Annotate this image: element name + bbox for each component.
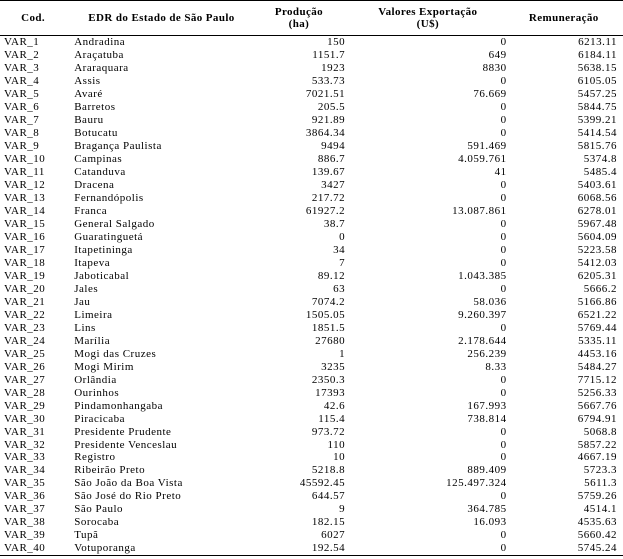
cell-remuneracao: 5484.27	[577, 360, 617, 373]
cell-remuneracao: 5414.54	[577, 127, 617, 140]
table-row	[0, 62, 623, 75]
cell-cod: VAR_34	[4, 464, 46, 477]
cell-edr: Itapetininga	[74, 243, 133, 256]
cell-producao: 7021.51	[305, 88, 346, 101]
cell-valores: 13.087.861	[452, 205, 507, 218]
cell-remuneracao: 5611.3	[584, 477, 617, 490]
cell-producao: 2350.3	[311, 373, 346, 386]
cell-valores: 0	[500, 321, 507, 334]
cell-cod: VAR_8	[4, 127, 40, 140]
cell-producao: 1505.05	[305, 308, 346, 321]
cell-cod: VAR_23	[4, 321, 46, 334]
cell-valores: 0	[500, 114, 507, 127]
cell-remuneracao: 5399.21	[577, 114, 617, 127]
cell-valores: 364.785	[467, 503, 507, 516]
cell-valores: 8.33	[485, 360, 507, 373]
cell-producao: 533.73	[311, 75, 346, 88]
table-row	[0, 412, 623, 425]
cell-remuneracao: 5759.26	[577, 490, 617, 503]
table-row	[0, 256, 623, 269]
cell-producao: 1	[339, 347, 346, 360]
cell-remuneracao: 5844.75	[577, 101, 617, 114]
cell-edr: Presidente Venceslau	[74, 438, 178, 451]
cell-valores: 0	[500, 127, 507, 140]
cell-edr: Franca	[74, 205, 108, 218]
table-row	[0, 334, 623, 347]
cell-producao: 61927.2	[305, 205, 346, 218]
cell-valores: 738.814	[467, 412, 507, 425]
table-row	[0, 127, 623, 140]
cell-cod: VAR_32	[4, 438, 46, 451]
cell-remuneracao: 6184.11	[578, 49, 617, 62]
cell-valores: 0	[500, 490, 507, 503]
cell-cod: VAR_16	[4, 231, 46, 244]
cell-remuneracao: 5967.48	[577, 218, 617, 231]
cell-edr: Araraquara	[74, 62, 129, 75]
cell-edr: Orlândia	[74, 373, 117, 386]
cell-edr: Campinas	[74, 153, 123, 166]
cell-remuneracao: 6794.91	[577, 412, 617, 425]
table-row	[0, 321, 623, 334]
cell-cod: VAR_30	[4, 412, 46, 425]
cell-producao: 139.67	[311, 166, 346, 179]
cell-cod: VAR_12	[4, 179, 46, 192]
cell-valores: 649	[488, 49, 507, 62]
table-row	[0, 438, 623, 451]
cell-remuneracao: 7715.12	[577, 373, 617, 386]
cell-producao: 34	[333, 243, 346, 256]
cell-remuneracao: 4453.16	[577, 347, 617, 360]
cell-producao: 17393	[315, 386, 346, 399]
cell-edr: Jaboticabal	[74, 269, 130, 282]
cell-remuneracao: 5412.03	[577, 256, 617, 269]
cell-cod: VAR_25	[4, 347, 46, 360]
cell-valores: 0	[500, 75, 507, 88]
cell-producao: 115.4	[318, 412, 346, 425]
cell-cod: VAR_5	[4, 88, 40, 101]
cell-edr: Jau	[74, 295, 91, 308]
cell-edr: Mogi das Cruzes	[74, 347, 157, 360]
table-row	[0, 179, 623, 192]
table-row	[0, 269, 623, 282]
cell-cod: VAR_29	[4, 399, 46, 412]
cell-remuneracao: 4514.1	[583, 503, 617, 516]
header-edr: EDR do Estado de São Paulo	[88, 12, 235, 24]
cell-edr: Votuporanga	[74, 542, 136, 555]
cell-cod: VAR_27	[4, 373, 46, 386]
cell-valores: 16.093	[473, 516, 507, 529]
cell-producao: 205.5	[317, 101, 346, 114]
cell-valores: 0	[500, 101, 507, 114]
cell-cod: VAR_10	[4, 153, 46, 166]
cell-producao: 3235	[321, 360, 346, 373]
table-row	[0, 516, 623, 529]
table-row	[0, 192, 623, 205]
header-valores-line1: Valores Exportação	[378, 6, 478, 18]
table-row	[0, 451, 623, 464]
cell-producao: 89.12	[317, 269, 346, 282]
cell-valores: 0	[500, 218, 507, 231]
cell-cod: VAR_9	[4, 140, 40, 153]
table-row	[0, 347, 623, 360]
table-row	[0, 88, 623, 101]
cell-valores: 0	[500, 438, 507, 451]
cell-edr: Bauru	[74, 114, 104, 127]
table-row	[0, 529, 623, 542]
cell-producao: 42.6	[323, 399, 346, 412]
cell-producao: 3427	[321, 179, 346, 192]
cell-remuneracao: 5745.24	[577, 542, 617, 555]
cell-valores: 0	[500, 373, 507, 386]
cell-producao: 6027	[321, 529, 346, 542]
cell-cod: VAR_21	[4, 295, 46, 308]
table-row	[0, 218, 623, 231]
cell-valores: 167.993	[467, 399, 507, 412]
header-row	[0, 1, 623, 36]
cell-remuneracao: 6213.11	[578, 36, 617, 49]
cell-valores: 889.409	[467, 464, 507, 477]
table-row	[0, 140, 623, 153]
cell-producao: 63	[333, 282, 346, 295]
cell-edr: Lins	[74, 321, 96, 334]
cell-remuneracao: 6521.22	[577, 308, 617, 321]
cell-cod: VAR_35	[4, 477, 46, 490]
cell-valores: 0	[500, 386, 507, 399]
table-row	[0, 49, 623, 62]
cell-producao: 110	[327, 438, 346, 451]
cell-producao: 0	[339, 231, 346, 244]
header-cod: Cod.	[21, 12, 46, 24]
cell-cod: VAR_22	[4, 308, 46, 321]
cell-edr: Mogi Mirim	[74, 360, 134, 373]
header-producao	[251, 1, 347, 36]
cell-remuneracao: 6205.31	[577, 269, 617, 282]
cell-valores: 0	[500, 192, 507, 205]
cell-producao: 45592.45	[299, 477, 346, 490]
cell-remuneracao: 5815.76	[577, 140, 617, 153]
cell-producao: 9	[339, 503, 346, 516]
cell-edr: General Salgado	[74, 218, 155, 231]
table-row	[0, 166, 623, 179]
cell-valores: 2.178.644	[458, 334, 507, 347]
cell-cod: VAR_11	[4, 166, 45, 179]
cell-valores: 76.669	[473, 88, 507, 101]
cell-cod: VAR_38	[4, 516, 46, 529]
cell-valores: 0	[500, 529, 507, 542]
cell-remuneracao: 5403.61	[577, 179, 617, 192]
cell-producao: 9494	[321, 140, 346, 153]
table-row	[0, 282, 623, 295]
table-row	[0, 205, 623, 218]
cell-remuneracao: 6105.05	[577, 75, 617, 88]
cell-producao: 217.72	[311, 192, 346, 205]
table-row	[0, 399, 623, 412]
header-remuneracao: Remuneração	[528, 12, 599, 24]
cell-edr: Catanduva	[74, 166, 126, 179]
table-row	[0, 308, 623, 321]
cell-edr: Itapeva	[74, 256, 111, 269]
cell-remuneracao: 5457.25	[577, 88, 617, 101]
header-producao-line2: (ha)	[288, 18, 310, 30]
cell-valores: 0	[500, 243, 507, 256]
header-valores	[347, 1, 509, 36]
table-row	[0, 101, 623, 114]
cell-producao: 644.57	[311, 490, 346, 503]
table-row	[0, 75, 623, 88]
cell-producao: 38.7	[323, 218, 346, 231]
cell-edr: Andradina	[74, 36, 126, 49]
table-row	[0, 490, 623, 503]
cell-valores: 0	[500, 282, 507, 295]
cell-edr: Assis	[74, 75, 101, 88]
cell-producao: 7	[339, 256, 346, 269]
cell-edr: Avaré	[74, 88, 103, 101]
cell-producao: 973.72	[311, 425, 346, 438]
cell-remuneracao: 5485.4	[583, 166, 617, 179]
cell-cod: VAR_17	[4, 243, 46, 256]
cell-remuneracao: 5256.33	[577, 386, 617, 399]
cell-cod: VAR_7	[4, 114, 40, 127]
cell-producao: 5218.8	[311, 464, 346, 477]
cell-edr: Barretos	[74, 101, 116, 114]
cell-producao: 921.89	[311, 114, 346, 127]
cell-edr: Pindamonhangaba	[74, 399, 163, 412]
cell-edr: Ourinhos	[74, 386, 120, 399]
cell-valores: 125.497.324	[446, 477, 507, 490]
table-row	[0, 503, 623, 516]
cell-producao: 192.54	[311, 542, 346, 555]
cell-cod: VAR_18	[4, 256, 46, 269]
cell-valores: 41	[494, 166, 507, 179]
cell-valores: 0	[500, 425, 507, 438]
cell-remuneracao: 5857.22	[577, 438, 617, 451]
cell-remuneracao: 5660.42	[577, 529, 617, 542]
cell-cod: VAR_31	[4, 425, 46, 438]
table-header	[0, 1, 623, 36]
table-row	[0, 386, 623, 399]
cell-remuneracao: 5666.2	[583, 282, 617, 295]
cell-edr: Presidente Prudente	[74, 425, 172, 438]
table-row	[0, 153, 623, 166]
cell-remuneracao: 5604.09	[577, 231, 617, 244]
table-row	[0, 373, 623, 386]
cell-producao: 27680	[315, 334, 346, 347]
cell-valores: 0	[500, 231, 507, 244]
cell-cod: VAR_33	[4, 451, 46, 464]
table-row	[0, 114, 623, 127]
cell-valores: 9.260.397	[458, 308, 507, 321]
cell-valores: 0	[500, 542, 507, 555]
cell-producao: 7074.2	[311, 295, 346, 308]
cell-remuneracao: 5374.8	[583, 153, 617, 166]
cell-edr: Bragança Paulista	[74, 140, 162, 153]
cell-edr: São José do Rio Preto	[74, 490, 182, 503]
table-row	[0, 425, 623, 438]
cell-remuneracao: 5638.15	[577, 62, 617, 75]
table-row	[0, 244, 623, 257]
cell-valores: 1.043.385	[458, 269, 507, 282]
cell-valores: 0	[500, 256, 507, 269]
cell-valores: 4.059.761	[458, 153, 507, 166]
cell-producao: 150	[327, 36, 346, 49]
cell-cod: VAR_14	[4, 205, 46, 218]
cell-edr: São Paulo	[74, 503, 124, 516]
cell-remuneracao: 4667.19	[577, 451, 617, 464]
cell-edr: Dracena	[74, 179, 115, 192]
cell-cod: VAR_2	[4, 49, 40, 62]
cell-producao: 3864.34	[305, 127, 346, 140]
cell-edr: Botucatu	[74, 127, 118, 140]
cell-cod: VAR_36	[4, 490, 46, 503]
cell-edr: Marília	[74, 334, 111, 347]
cell-edr: Sorocaba	[74, 516, 120, 529]
cell-edr: Tupã	[74, 529, 99, 542]
cell-cod: VAR_1	[4, 36, 40, 49]
cell-cod: VAR_19	[4, 269, 46, 282]
table-row	[0, 36, 623, 49]
cell-valores: 256.239	[467, 347, 507, 360]
cell-producao: 886.7	[317, 153, 346, 166]
cell-edr: Registro	[74, 451, 116, 464]
table-row	[0, 464, 623, 477]
cell-producao: 1151.7	[312, 49, 346, 62]
cell-cod: VAR_39	[4, 529, 46, 542]
cell-cod: VAR_15	[4, 218, 46, 231]
cell-remuneracao: 5166.86	[577, 295, 617, 308]
table-body	[0, 36, 623, 556]
table-row	[0, 477, 623, 490]
cell-cod: VAR_4	[4, 75, 40, 88]
header-producao-line1: Produção	[274, 6, 324, 18]
cell-edr: São João da Boa Vista	[74, 477, 183, 490]
cell-cod: VAR_13	[4, 192, 46, 205]
table-row	[0, 360, 623, 373]
cell-remuneracao: 5223.58	[577, 243, 617, 256]
cell-producao: 1851.5	[311, 321, 346, 334]
cell-valores: 0	[500, 451, 507, 464]
cell-cod: VAR_28	[4, 386, 46, 399]
cell-producao: 10	[333, 451, 346, 464]
cell-valores: 8830	[482, 62, 507, 75]
cell-remuneracao: 5667.76	[577, 399, 617, 412]
cell-edr: Guaratinguetá	[74, 231, 144, 244]
cell-remuneracao: 5723.3	[583, 464, 617, 477]
cell-remuneracao: 6068.56	[577, 192, 617, 205]
table-row	[0, 295, 623, 308]
cell-edr: Piracicaba	[74, 412, 126, 425]
cell-valores: 58.036	[473, 295, 507, 308]
cell-remuneracao: 5068.8	[583, 425, 617, 438]
table-row	[0, 231, 623, 244]
cell-edr: Fernandópolis	[74, 192, 144, 205]
cell-producao: 1923	[321, 62, 346, 75]
cell-edr: Limeira	[74, 308, 113, 321]
cell-valores: 0	[500, 179, 507, 192]
cell-remuneracao: 5335.11	[578, 334, 617, 347]
cell-cod: VAR_26	[4, 360, 46, 373]
cell-cod: VAR_20	[4, 282, 46, 295]
cell-edr: Araçatuba	[74, 49, 124, 62]
table-row	[0, 542, 623, 555]
cell-cod: VAR_24	[4, 334, 46, 347]
cell-valores: 591.469	[467, 140, 507, 153]
cell-remuneracao: 4535.63	[577, 516, 617, 529]
cell-remuneracao: 5769.44	[577, 321, 617, 334]
cell-producao: 182.15	[311, 516, 346, 529]
cell-cod: VAR_40	[4, 542, 46, 555]
cell-edr: Ribeirão Preto	[74, 464, 146, 477]
cell-remuneracao: 6278.01	[577, 205, 617, 218]
header-valores-line2: (U$)	[416, 18, 440, 30]
cell-valores: 0	[500, 36, 507, 49]
cell-edr: Jales	[74, 282, 99, 295]
cell-cod: VAR_6	[4, 101, 40, 114]
cell-cod: VAR_3	[4, 62, 40, 75]
cell-cod: VAR_37	[4, 503, 46, 516]
